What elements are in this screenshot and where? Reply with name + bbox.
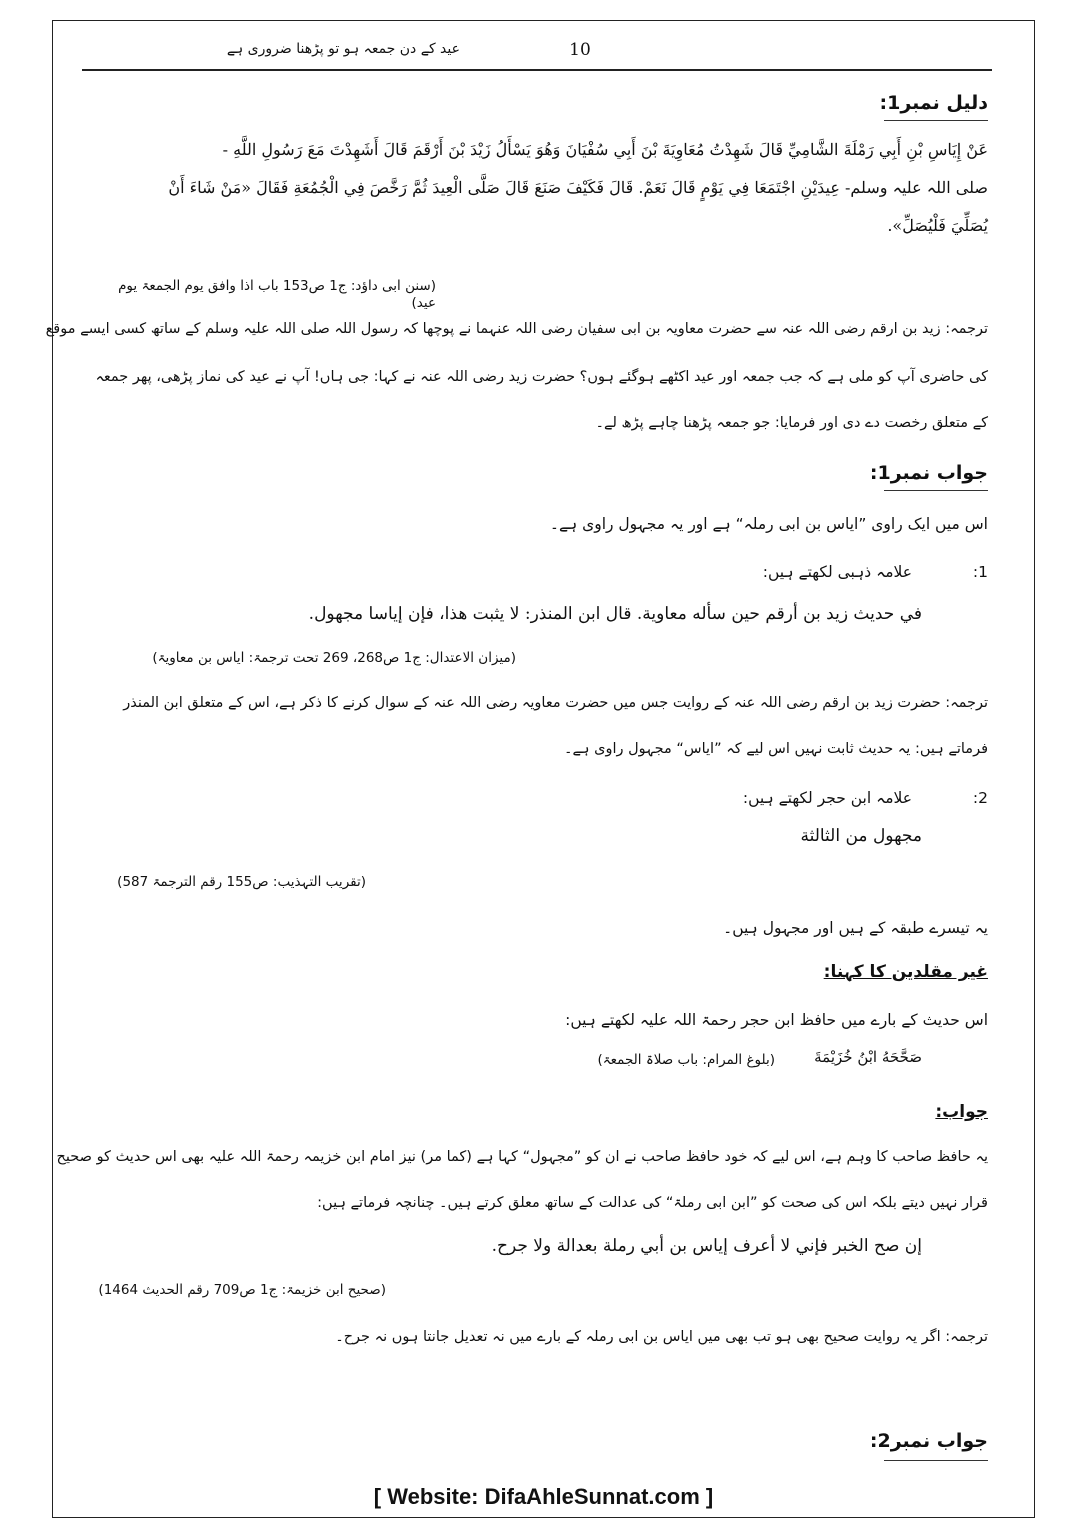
header-rule (82, 69, 992, 71)
item-2-number: 2: (972, 789, 988, 807)
tarjuma-line-1: ترجمہ: زید بن ارقم رضی اللہ عنہ سے حضرت معاویہ بن ابی سفیان رضی اللہ عنہما نے پوچھا کہ رسول اللہ صلی اللہ علیہ وسلم کے ساتھ کسی ایسے موقع (45, 321, 988, 337)
ibn-khuzaymah-arabic: صَحَّحَهُ ابْنُ خُزَيْمَةَ (814, 1048, 922, 1066)
ghair-line-1: اس حدیث کے بارے میں حافظ ابن حجر رحمۃ اللہ علیہ لکھتے ہیں: (565, 1011, 988, 1029)
item-1-tarjuma-line-2: فرماتے ہیں: یہ حدیث ثابت نہیں اس لیے کہ ”ایاس“ مجہول راوی ہے۔ (564, 741, 988, 757)
jawab-tarjuma: ترجمہ: اگر یہ روایت صحیح بھی ہو تب بھی میں ایاس بن ابی رملہ کے بارے میں نہ تعدیل جانتا ہوں نہ جرح۔ (335, 1329, 988, 1345)
jawab-1-intro: اس میں ایک راوی ”ایاس بن ابی رملہ“ ہے اور یہ مجہول راوی ہے۔ (549, 515, 988, 533)
jawab-1-heading: جواب نمبر1: (869, 462, 988, 484)
item-1-label: علامہ ذہبی لکھتے ہیں: (762, 563, 912, 581)
hadith-arabic-line-2: صلی اللہ علیہ وسلم- عِيدَيْنِ اجْتَمَعَا فِي يَوْمٍ قَالَ نَعَمْ. قَالَ فَكَيْفَ صَنَعَ قَالَ صَلَّى الْعِيدَ ثُمَّ رَخَّصَ فِي الْجُمُعَةِ فَقَالَ «مَنْ شَاءَ أَنْ (168, 178, 988, 197)
ibn-khuzaymah-arabic-quote: إن صح الخبر فإني لا أعرف إياس بن أبي رملة بعدالة ولا جرح. (491, 1236, 922, 1256)
ibn-hajar-arabic-quote: مجهول من الثالثة (800, 826, 922, 846)
dhahabi-arabic-quote: في حديث زيد بن أرقم حين سأله معاوية. قال ابن المنذر: لا يثبت هذا، فإن إياسا مجهول. (308, 604, 922, 624)
item-2-label: علامہ ابن حجر لکھتے ہیں: (742, 789, 912, 807)
website-footer: [ Website: DifaAhleSunnat.com ] (373, 1484, 714, 1509)
dalil-1-heading: دلیل نمبر1: (879, 92, 988, 114)
page-number: 10 (569, 40, 591, 60)
jawab-2-heading: جواب نمبر2: (869, 1430, 988, 1452)
ghair-muqallidin-heading: غیر مقلدین کا کہنا: (823, 962, 988, 982)
tarjuma-line-3: کے متعلق رخصت دے دی اور فرمایا: جو جمعہ پڑھنا چاہے پڑھ لے۔ (595, 415, 988, 431)
hadith-arabic-line-1: عَنْ إِيَاسِ بْنِ أَبِي رَمْلَةَ الشَّامِيِّ قَالَ شَهِدْتُ مُعَاوِيَةَ بْنَ أَبِي سُفْيَانَ وَهُوَ يَسْأَلُ زَيْدَ بْنَ أَرْقَمَ قَالَ أَشَهِدْتَ مَعَ رَسُولِ اللَّهِ - (222, 140, 988, 159)
running-title: عید کے دن جمعہ ہو تو پڑھنا ضروری ہے (226, 41, 460, 57)
item-2-conclusion: یہ تیسرے طبقہ کے ہیں اور مجہول ہیں۔ (723, 919, 988, 937)
tarjuma-line-2: کی حاضری آپ کو ملی ہے کہ جب جمعہ اور عید اکٹھے ہوگئے ہوں؟ حضرت زید رضی اللہ عنہ نے کہا: جی ہاں! آپ نے عید کی نماز پڑھی، پھر جمعہ (95, 369, 988, 385)
reference-sahih-ibn-khuzaymah: (صحیح ابن خزیمۃ: ج1 ص709 رقم الحدیث 1464) (98, 1282, 386, 1298)
reference-taqrib: (تقریب التہذیب: ص155 رقم الترجمۃ 587) (117, 874, 366, 890)
heading-underline (884, 490, 988, 491)
item-1-number: 1: (972, 563, 988, 581)
heading-underline (884, 120, 988, 121)
heading-underline (884, 1460, 988, 1461)
jawab-line-1: یہ حافظ صاحب کا وہم ہے، اس لیے کہ خود حافظ صاحب نے ان کو ”مجہول“ کہا ہے (کما مر) نیز امام ابن خزیمہ رحمۃ اللہ علیہ بھی اس حدیث کو صحیح (56, 1149, 988, 1165)
reference-abu-dawud: (سنن ابی داؤد: ج1 ص153 باب اذا وافق یوم الجمعۃ یوم عید) (118, 278, 436, 311)
reference-bulugh: (بلوغ المرام: باب صلاۃ الجمعۃ) (597, 1052, 775, 1068)
hadith-arabic-line-3: يُصَلِّيَ فَلْيُصَلِّ». (887, 216, 988, 235)
jawab-line-2: قرار نہیں دیتے بلکہ اس کی صحت کو ”ابن ابی رملۃ“ کی عدالت کے ساتھ معلق کرتے ہیں۔ چنانچہ فرماتے ہیں: (317, 1195, 988, 1211)
jawab-heading: جواب: (935, 1102, 988, 1122)
reference-mizan: (میزان الاعتدال: ج1 ص268، 269 تحت ترجمۃ: ایاس بن معاویۃ) (152, 650, 516, 666)
item-1-tarjuma-line-1: ترجمہ: حضرت زید بن ارقم رضی اللہ عنہ کے روایت جس میں حضرت معاویہ رضی اللہ عنہ کے سوال کرنے کا ذکر ہے، اس کے متعلق ابن المنذر (123, 695, 988, 711)
